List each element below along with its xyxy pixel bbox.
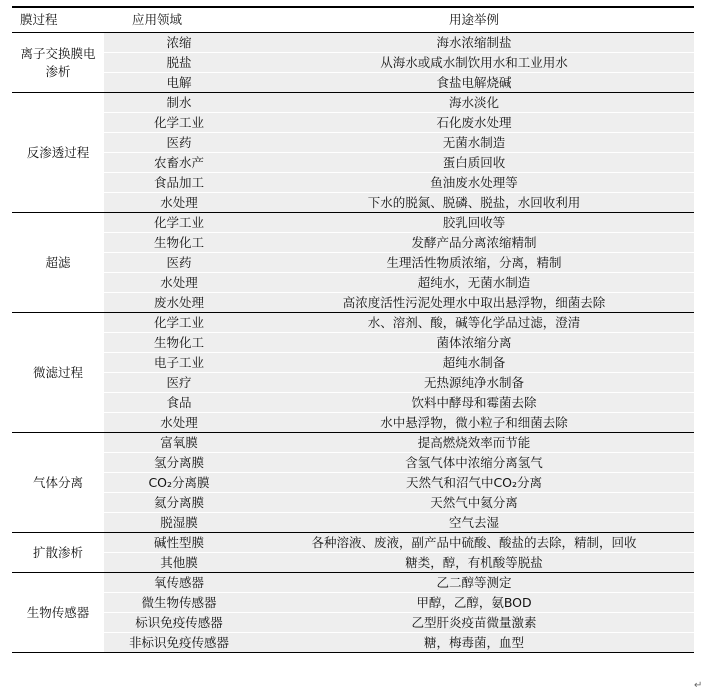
field-cell: 生物化工 [104, 333, 254, 353]
use-cell: 甲醇，乙醇，氨BOD [254, 593, 694, 613]
table-row [12, 173, 694, 193]
table-row [12, 493, 694, 513]
use-cell: 乙二醇等测定 [254, 573, 694, 593]
table-row [12, 593, 694, 613]
paragraph-mark-icon: ↵ [694, 680, 702, 691]
table-row [12, 33, 694, 53]
use-cell: 含氢气体中浓缩分离氢气 [254, 453, 694, 473]
process-cell [12, 433, 104, 533]
table-body [12, 33, 694, 653]
table-row [12, 533, 694, 553]
use-cell: 水、溶剂、酸，碱等化学品过滤，澄清 [254, 313, 694, 333]
use-cell: 超纯水，无菌水制造 [254, 273, 694, 293]
field-cell: 碱性型膜 [104, 533, 254, 553]
use-cell: 从海水或咸水制饮用水和工业用水 [254, 53, 694, 73]
field-cell: 非标识免疫传感器 [104, 633, 254, 653]
table-header-row [12, 7, 694, 33]
use-cell: 海水淡化 [254, 93, 694, 113]
process-cell [12, 93, 104, 213]
table-row [12, 393, 694, 413]
use-cell: 无菌水制造 [254, 133, 694, 153]
process-label: 超滤 [45, 254, 71, 270]
use-cell: 糖类，醇，有机酸等脱盐 [254, 553, 694, 573]
field-cell: 制水 [104, 93, 254, 113]
field-cell: 标识免疫传感器 [104, 613, 254, 633]
use-cell: 饮料中酵母和霉菌去除 [254, 393, 694, 413]
field-cell: 医药 [104, 133, 254, 153]
field-cell: 化学工业 [104, 313, 254, 333]
table-row [12, 513, 694, 533]
field-cell: 医疗 [104, 373, 254, 393]
process-label: 离子交换膜电渗析 [20, 45, 96, 79]
process-cell [12, 533, 104, 573]
use-cell: 高浓度活性污泥处理水中取出悬浮物，细菌去除 [254, 293, 694, 313]
table-row [12, 633, 694, 653]
field-cell: 医药 [104, 253, 254, 273]
use-cell: 鱼油废水处理等 [254, 173, 694, 193]
table-row [12, 313, 694, 333]
process-label: 扩散渗析 [32, 544, 83, 560]
use-cell: 糖，梅毒菌，血型 [254, 633, 694, 653]
use-cell: 菌体浓缩分离 [254, 333, 694, 353]
table-row [12, 153, 694, 173]
field-cell: 氦分离膜 [104, 493, 254, 513]
use-cell: 空气去湿 [254, 513, 694, 533]
table-row [12, 473, 694, 493]
process-cell [12, 33, 104, 93]
table-row [12, 113, 694, 133]
field-cell: 生物化工 [104, 233, 254, 253]
field-cell: 食品加工 [104, 173, 254, 193]
use-cell: 发酵产品分离浓缩精制 [254, 233, 694, 253]
field-cell: 微生物传感器 [104, 593, 254, 613]
table-row [12, 453, 694, 473]
header-process: 膜过程 [12, 7, 104, 33]
use-cell: 各种溶液、废液，副产品中硫酸、酸盐的去除，精制，回收 [254, 533, 694, 553]
process-cell [12, 573, 104, 653]
table-row [12, 553, 694, 573]
table-row [12, 613, 694, 633]
table-row [12, 373, 694, 393]
field-cell: 废水处理 [104, 293, 254, 313]
process-cell [12, 313, 104, 433]
table-row [12, 53, 694, 73]
membrane-application-table-wrapper [12, 6, 694, 653]
table-row [12, 413, 694, 433]
use-cell: 水中悬浮物，微小粒子和细菌去除 [254, 413, 694, 433]
use-cell: 食盐电解烧碱 [254, 73, 694, 93]
table-row [12, 73, 694, 93]
process-label: 微滤过程 [32, 364, 83, 380]
field-cell: 化学工业 [104, 113, 254, 133]
header-use: 用途举例 [254, 7, 694, 33]
process-label: 生物传感器 [26, 604, 90, 620]
table-row [12, 253, 694, 273]
use-cell: 石化废水处理 [254, 113, 694, 133]
table-row [12, 333, 694, 353]
process-cell [12, 213, 104, 313]
field-cell: 脱盐 [104, 53, 254, 73]
field-cell: 浓缩 [104, 33, 254, 53]
header-field: 应用领域 [104, 7, 254, 33]
field-cell: 食品 [104, 393, 254, 413]
use-cell: 提高燃烧效率而节能 [254, 433, 694, 453]
table-row [12, 133, 694, 153]
field-cell: 水处理 [104, 273, 254, 293]
table-row [12, 573, 694, 593]
field-cell: 化学工业 [104, 213, 254, 233]
field-cell: 电解 [104, 73, 254, 93]
field-cell: 电子工业 [104, 353, 254, 373]
field-cell: 脱湿膜 [104, 513, 254, 533]
field-cell: 富氧膜 [104, 433, 254, 453]
use-cell: 胶乳回收等 [254, 213, 694, 233]
use-cell: 超纯水制备 [254, 353, 694, 373]
field-cell: 水处理 [104, 413, 254, 433]
table-row [12, 193, 694, 213]
table-row [12, 353, 694, 373]
table-row [12, 273, 694, 293]
table-row [12, 293, 694, 313]
use-cell: 生理活性物质浓缩，分离，精制 [254, 253, 694, 273]
table-row [12, 93, 694, 113]
use-cell: 天然气中氦分离 [254, 493, 694, 513]
field-cell: 水处理 [104, 193, 254, 213]
table-row [12, 233, 694, 253]
membrane-application-table [12, 6, 694, 653]
field-cell: 氢分离膜 [104, 453, 254, 473]
use-cell: 蛋白质回收 [254, 153, 694, 173]
process-label: 反渗透过程 [26, 144, 90, 160]
table-row [12, 213, 694, 233]
field-cell: CO₂分离膜 [104, 473, 254, 493]
field-cell: 氧传感器 [104, 573, 254, 593]
use-cell: 海水浓缩制盐 [254, 33, 694, 53]
table-row [12, 433, 694, 453]
field-cell: 其他膜 [104, 553, 254, 573]
use-cell: 无热源纯净水制备 [254, 373, 694, 393]
use-cell: 天然气和沼气中CO₂分离 [254, 473, 694, 493]
use-cell: 乙型肝炎疫苗微量激素 [254, 613, 694, 633]
field-cell: 农畜水产 [104, 153, 254, 173]
process-label: 气体分离 [32, 474, 83, 490]
use-cell: 下水的脱氮、脱磷、脱盐，水回收利用 [254, 193, 694, 213]
